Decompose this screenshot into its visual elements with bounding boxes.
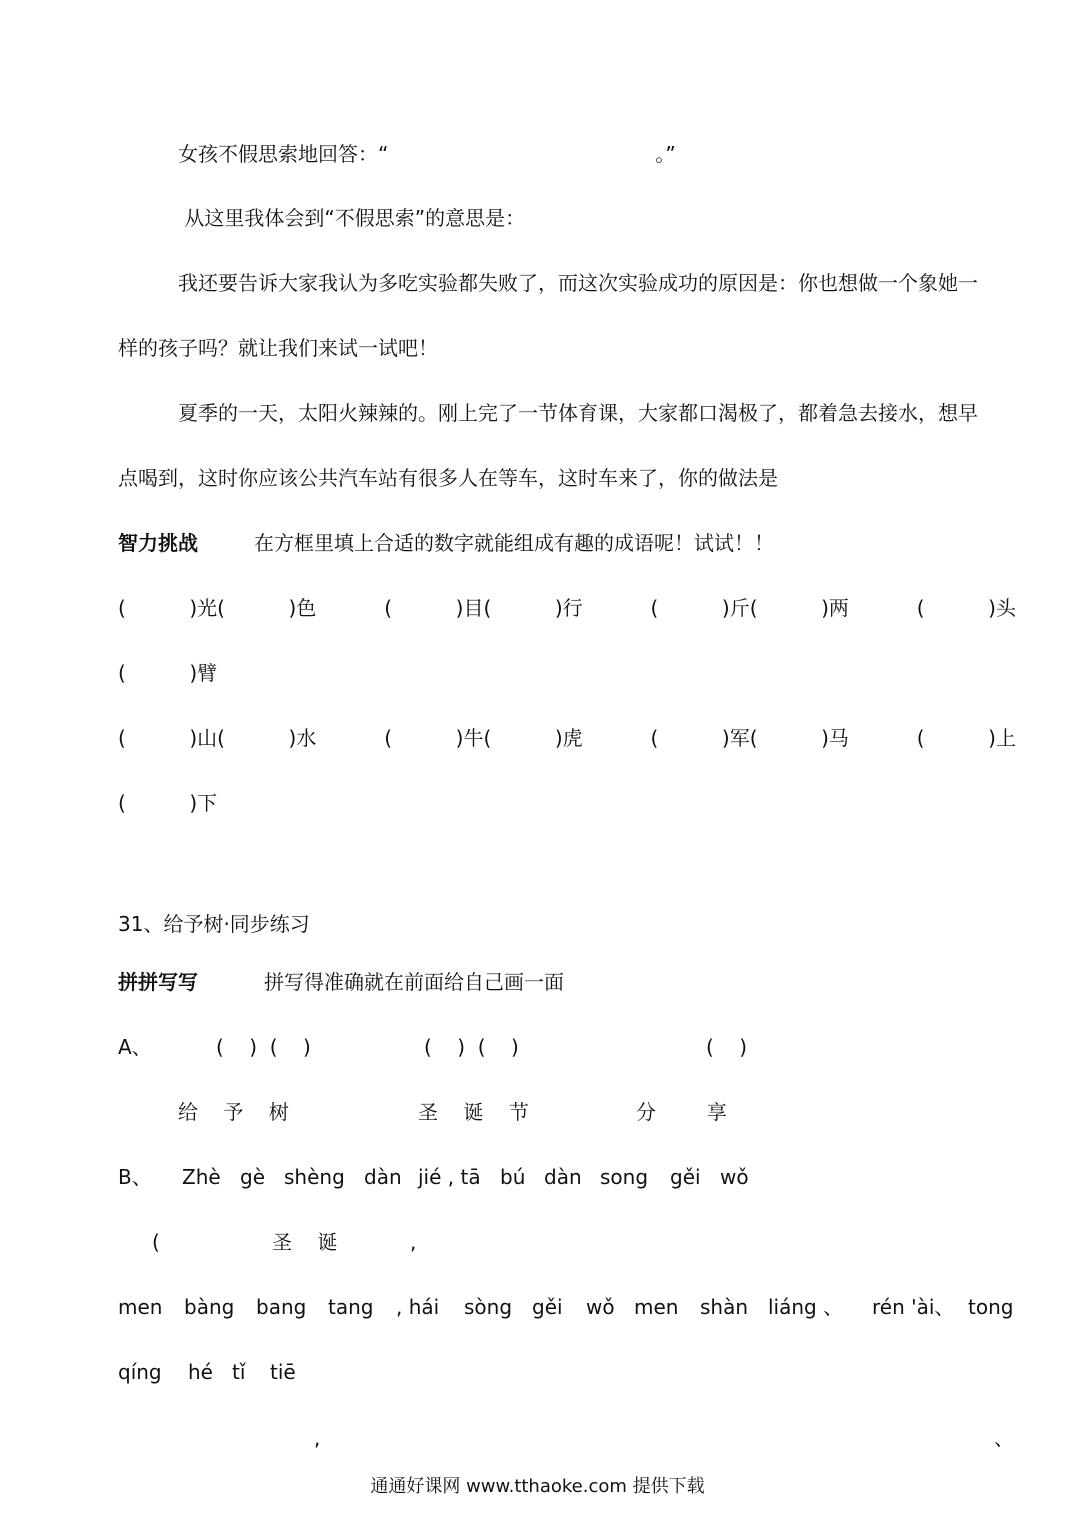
word: 给 予 树 — [178, 1100, 289, 1124]
pinyin: dàn — [364, 1165, 402, 1189]
idiom-blank[interactable]: ( )牛( )虎 — [384, 726, 583, 750]
pinyin-blank[interactable]: ( ) ( ) — [216, 1035, 311, 1059]
pinyin: gěi — [532, 1295, 563, 1319]
pinyin: gè — [240, 1165, 265, 1189]
pinyin: tong — [968, 1295, 1014, 1319]
pinyin-blank[interactable]: ( ) — [706, 1035, 748, 1059]
challenge-instruction: 在方框里填上合适的数字就能组成有趣的成语呢！试试！！ — [254, 531, 774, 555]
idiom-blank[interactable]: ( )头 — [916, 596, 1016, 620]
pinyin: qíng — [118, 1360, 162, 1384]
label-a: A、 — [118, 1035, 152, 1059]
pinyin: dàn — [544, 1165, 582, 1189]
pinyin: gěi — [670, 1165, 701, 1189]
answer-line: 女孩不假思索地回答：“ 。” — [178, 142, 676, 166]
idiom-blank[interactable]: ( )山( )水 — [118, 726, 317, 750]
idiom-blank[interactable]: ( )斤( )两 — [650, 596, 849, 620]
pinyin: song — [600, 1165, 649, 1189]
pinyin: tǐ — [232, 1360, 246, 1384]
pinyin: jié , tā — [418, 1165, 481, 1189]
pinyin: men — [634, 1295, 679, 1319]
paragraph-line: 点喝到，这时你应该公共汽车站有很多人在等车，这时车来了，你的做法是 — [118, 466, 778, 490]
paragraph-line: 样的孩子吗？就让我们来试一试吧！ — [118, 336, 438, 360]
pinyin: bang — [256, 1295, 307, 1319]
meaning-prompt: 从这里我体会到“不假思索”的意思是： — [178, 206, 526, 230]
pinyin: wǒ — [720, 1165, 749, 1189]
idiom-blank[interactable]: ( )军( )马 — [650, 726, 849, 750]
pinyin: tang — [328, 1295, 374, 1319]
idiom-blank[interactable]: ( )上 — [916, 726, 1016, 750]
pinyin: tiē — [270, 1360, 296, 1384]
pinyin: shèng — [284, 1165, 345, 1189]
section-instruction: 拼写得准确就在前面给自己画一面 — [264, 970, 564, 994]
pinyin: sòng — [464, 1295, 513, 1319]
pinyin: liáng 、 — [768, 1295, 844, 1319]
idiom-row — [118, 594, 1016, 622]
paren: ( — [152, 1230, 160, 1254]
label-b: B、 — [118, 1165, 152, 1189]
section-title: 拼拼写写 — [118, 970, 198, 994]
idiom-blank[interactable]: ( )光( )色 — [118, 596, 317, 620]
pinyin-blank[interactable]: ( ) ( ) — [424, 1035, 519, 1059]
challenge-title: 智力挑战 — [118, 531, 198, 555]
paragraph-line: 我还要告诉大家我认为多吃实验都失败了，而这次实验成功的原因是：你也想做一个象她一 — [178, 271, 978, 295]
idiom-blank[interactable]: ( )臂 — [118, 661, 218, 685]
pinyin: men — [118, 1295, 163, 1319]
word: 圣 诞 节 — [418, 1100, 529, 1124]
pinyin: wǒ — [586, 1295, 615, 1319]
comma: , — [314, 1426, 321, 1450]
pinyin: , hái — [396, 1295, 440, 1319]
footer-credit: 通通好课网 www.tthaoke.com 提供下载 — [370, 1476, 705, 1497]
lesson-title: 31、给予树·同步练习 — [118, 912, 310, 936]
word: 分 享 — [636, 1100, 727, 1124]
pause-mark: 、 — [994, 1426, 1014, 1450]
pinyin: shàn — [700, 1295, 749, 1319]
paragraph-line: 夏季的一天，太阳火辣辣的。刚上完了一节体育课，大家都口渴极了，都着急去接水，想早 — [178, 401, 978, 425]
pinyin: bú — [500, 1165, 526, 1189]
pinyin: hé — [188, 1360, 213, 1384]
idiom-row — [118, 724, 1016, 752]
idiom-blank[interactable]: ( )下 — [118, 791, 218, 815]
pinyin: rén 'ài、 — [872, 1295, 955, 1319]
pinyin: Zhè — [182, 1165, 221, 1189]
idiom-blank[interactable]: ( )目( )行 — [384, 596, 583, 620]
pinyin: bàng — [184, 1295, 235, 1319]
chinese-chars: 圣 诞 — [272, 1230, 338, 1254]
comma: , — [410, 1230, 417, 1254]
